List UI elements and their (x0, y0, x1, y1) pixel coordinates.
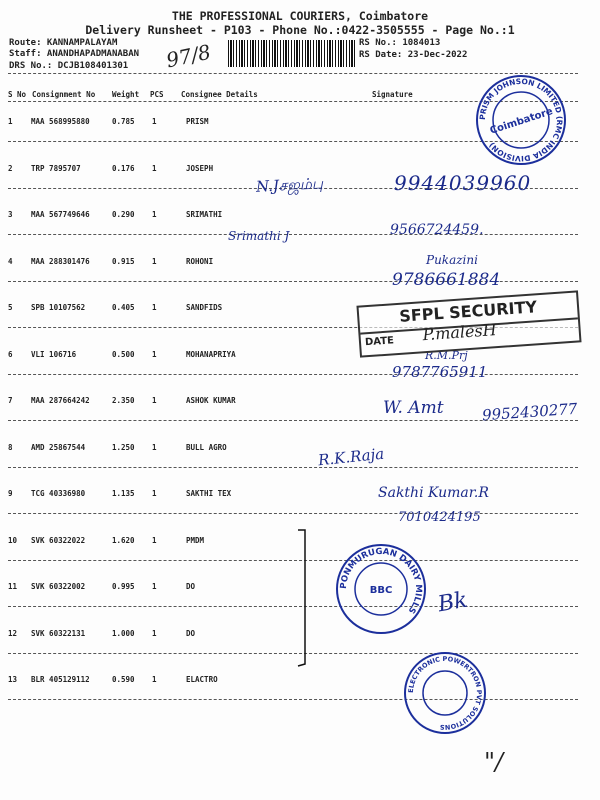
row-pcs: 1 (152, 396, 157, 405)
row-weight: 0.290 (112, 210, 135, 219)
row-pcs: 1 (152, 257, 157, 266)
row-consignee: MOHANAPRIYA (186, 350, 236, 359)
row-weight: 1.620 (112, 536, 135, 545)
row-consignee: DO (186, 629, 196, 638)
security-stamp-title: SFPL SECURITY (398, 297, 538, 326)
row-consignment: MAA 567749646 (31, 210, 90, 219)
row-consignment: SPB 10107562 (31, 303, 86, 312)
row-pcs: 1 (152, 582, 157, 591)
phone-row6: 9787765911 (392, 363, 488, 381)
row-pcs: 1 (152, 210, 157, 219)
elactro-seal (402, 650, 488, 736)
handwritten-date: 97/8 (163, 39, 213, 73)
row-pcs: 1 (152, 117, 157, 126)
drs-number: DRS No.: DCJB108401301 (9, 61, 129, 71)
row-weight: 2.350 (112, 396, 135, 405)
row-sno: 7 (8, 396, 13, 405)
seal-outer-ring (405, 653, 485, 733)
row-pcs: 1 (152, 629, 157, 638)
row-sno: 2 (8, 164, 13, 173)
row-consignment: TRP 7895707 (31, 164, 81, 173)
pmdm-seal-center: BBC (369, 585, 393, 596)
row-consignee: PRISM (186, 117, 209, 126)
row-consignment: MAA 568995880 (31, 117, 90, 126)
row-consignment: SVK 60322022 (31, 536, 86, 545)
row-sno: 6 (8, 350, 13, 359)
row-sno: 13 (8, 675, 18, 684)
col-consignment: Consignment No (32, 90, 96, 99)
row-consignee: SAKTHI TEX (186, 489, 232, 498)
security-stamp-date-label: DATE (364, 335, 395, 349)
row-weight: 0.405 (112, 303, 135, 312)
phone-row3: 9566724459. (390, 222, 484, 238)
row-sno: 12 (8, 629, 18, 638)
row-consignment: SVK 60322002 (31, 582, 86, 591)
row-consignment: TCG 40336980 (31, 489, 86, 498)
row-weight: 0.785 (112, 117, 135, 126)
row-weight: 0.590 (112, 675, 135, 684)
staff-label: Staff: ANANDHAPADMANABAN (9, 49, 140, 59)
row-divider (8, 653, 578, 654)
row-consignee: JOSEPH (186, 164, 214, 173)
row-consignment: VLI 106716 (31, 350, 77, 359)
phone-row9: 7010424195 (398, 510, 481, 525)
prism-seal-ring-text: PRISM JOHNSON LIMITED (RMC INDIA DIVISION) (477, 76, 565, 164)
signature-row12: Bk (436, 587, 470, 618)
phone-row7: 9952430277 (481, 399, 578, 425)
row-consignment: MAA 287664242 (31, 396, 90, 405)
row-weight: 0.500 (112, 350, 135, 359)
row-sno: 11 (8, 582, 18, 591)
signature-row6: R.M.Prj (425, 349, 468, 362)
elactro-seal-ring-text: ELECTRONIC POWERTRON PVT SOLUTIONS (406, 654, 484, 732)
row-pcs: 1 (152, 303, 157, 312)
row-divider (8, 560, 578, 561)
bracket-line (296, 528, 310, 668)
row-pcs: 1 (152, 489, 157, 498)
signature-row9: Sakthi Kumar.R (378, 485, 489, 501)
row-sno: 9 (8, 489, 13, 498)
runsheet-subtitle: Delivery Runsheet - P103 - Phone No.:0422-3505555 - Page No.:1 (85, 23, 515, 37)
row-pcs: 1 (152, 536, 157, 545)
row-consignment: AMD 25867544 (31, 443, 86, 452)
row-consignee: ELACTRO (186, 675, 218, 684)
row-sno: 5 (8, 303, 13, 312)
col-pcs: PCS (150, 90, 164, 99)
row-divider (8, 374, 578, 375)
col-weight: Weight (112, 90, 140, 99)
signature-row7: W. Amt (383, 398, 444, 418)
row-divider (8, 699, 578, 700)
row-sno: 10 (8, 536, 18, 545)
row-consignee: PMDM (186, 536, 205, 545)
prism-seal-center: Coimbatore (488, 106, 555, 137)
row-pcs: 1 (152, 443, 157, 452)
route-label: Route: KANNAMPALAYAM (9, 38, 118, 48)
row-weight: 0.915 (112, 257, 135, 266)
signature-row3: Srimathi J (228, 229, 290, 243)
col-sno: S No (8, 90, 27, 99)
signature-row13: "/ (484, 748, 504, 776)
row-divider (8, 606, 578, 607)
signature-row2: N.Jசஜம்பு (255, 174, 324, 196)
seal-inner-ring (423, 671, 467, 715)
row-divider (8, 234, 578, 235)
row-sno: 8 (8, 443, 13, 452)
col-consignee: Consignee Details (181, 90, 258, 99)
row-weight: 1.135 (112, 489, 135, 498)
row-weight: 0.176 (112, 164, 135, 173)
signature-row4: Pukazini (426, 253, 478, 267)
row-weight: 0.995 (112, 582, 135, 591)
prism-seal (474, 73, 568, 167)
row-pcs: 1 (152, 164, 157, 173)
row-consignee: DO (186, 582, 196, 591)
phone-row2: 9944039960 (394, 171, 532, 195)
row-sno: 1 (8, 117, 13, 126)
rs-number: RS No.: 1084013 (359, 38, 441, 48)
col-signature: Signature (372, 90, 413, 99)
row-divider (8, 467, 578, 468)
security-stamp (356, 290, 581, 357)
pmdm-seal-ring-text: PONMURUGAN DAIRY MILLS (338, 546, 424, 616)
barcode (228, 40, 356, 67)
row-consignment: BLR 405129112 (31, 675, 90, 684)
row-consignee: SANDFIDS (186, 303, 223, 312)
row-consignee: ASHOK KUMAR (186, 396, 236, 405)
row-consignment: SVK 60322131 (31, 629, 86, 638)
courier-title: THE PROFESSIONAL COURIERS, Coimbatore (171, 9, 429, 23)
row-weight: 1.000 (112, 629, 135, 638)
row-pcs: 1 (152, 675, 157, 684)
row-sno: 3 (8, 210, 13, 219)
row-weight: 1.250 (112, 443, 135, 452)
row-pcs: 1 (152, 350, 157, 359)
row-divider (8, 513, 578, 514)
security-stamp-date-value: P.malesH (421, 320, 498, 345)
row-sno: 4 (8, 257, 13, 266)
rs-date: RS Date: 23-Dec-2022 (359, 50, 468, 60)
row-consignee: SRIMATHI (186, 210, 223, 219)
phone-row4: 9786661884 (392, 270, 501, 290)
row-consignment: MAA 288301476 (31, 257, 90, 266)
signature-row8: R.K.Raja (317, 444, 385, 470)
pmdm-seal (334, 542, 428, 636)
row-consignee: ROHONI (186, 257, 214, 266)
row-consignee: BULL AGRO (186, 443, 227, 452)
